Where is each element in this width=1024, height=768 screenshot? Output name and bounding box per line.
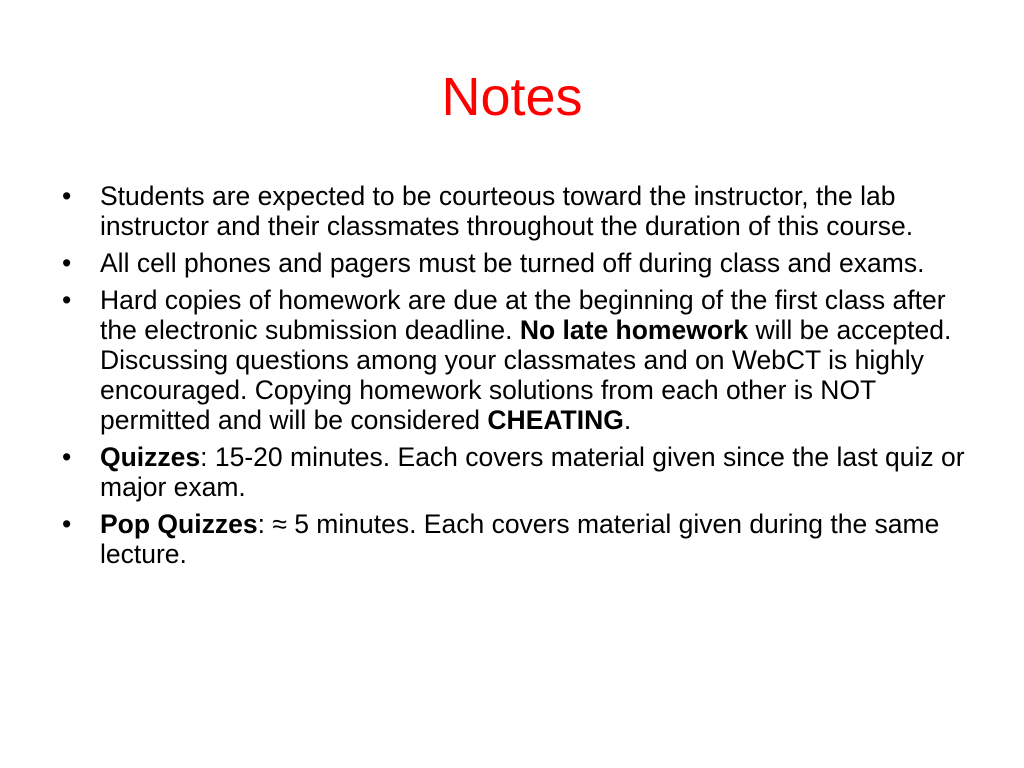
bullet-text: : 15-20 minutes. Each covers material given since the last quiz or major exam. (100, 442, 965, 502)
cheating-emphasis: CHEATING (487, 405, 624, 435)
pop-quizzes-label: Pop Quizzes (100, 509, 258, 539)
bullet-item-homework (60, 285, 970, 435)
bullet-icon: • (62, 181, 72, 211)
bullet-icon: • (62, 509, 72, 539)
no-late-homework-emphasis: No late homework (519, 315, 749, 345)
bullet-text: Students are expected to be courteous toward the instructor, the lab instructor and their classmates throughout the duration of this course. (100, 181, 914, 241)
quizzes-label: Quizzes (100, 442, 201, 472)
bullet-item-courtesy (60, 181, 970, 241)
slide-title: Notes (441, 67, 583, 127)
bullet-text: All cell phones and pagers must be turned off during class and exams. (100, 248, 925, 278)
bullet-text: . (623, 405, 632, 435)
bullet-text: Hard copies of homework are due at the beginning of the first class after the electronic submission deadline. (100, 285, 946, 345)
bullet-item-quizzes (60, 442, 970, 502)
bullet-item-pop-quizzes (60, 509, 970, 569)
bullet-text: will be accepted. Discussing questions among your classmates and on WebCT is highly encouraged. Copying homework solutions from each other is NOT permitted and will be considered (100, 315, 952, 435)
bullet-list (60, 181, 970, 576)
bullet-item-phones (60, 248, 970, 278)
bullet-icon: • (62, 285, 72, 315)
bullet-icon: • (62, 442, 72, 472)
bullet-text: : ≈ 5 minutes. Each covers material given during the same lecture. (100, 509, 940, 569)
bullet-icon: • (62, 248, 72, 278)
